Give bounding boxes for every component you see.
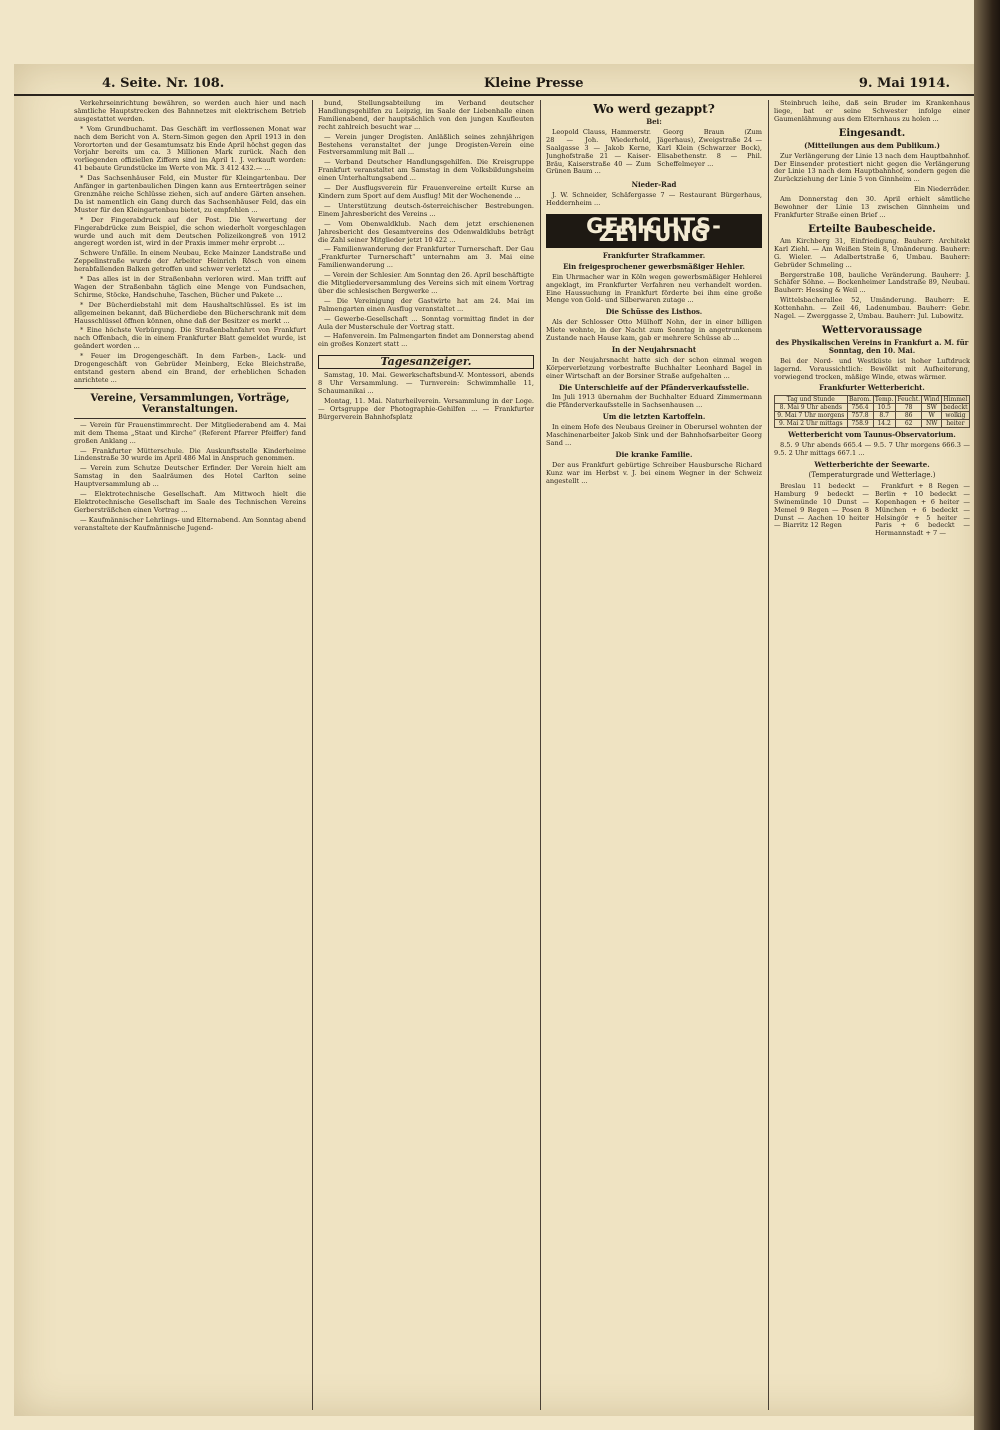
weather-table-cell: 8.7: [873, 412, 895, 420]
subheading: (Mitteilungen aus dem Publikum.): [804, 140, 940, 150]
weather-table-cell: 10.5: [873, 404, 895, 412]
eingesandt-heading: Eingesandt.: [838, 127, 906, 139]
gerichts-zeitung-banner: GERICHTS-ZEITUNG: [546, 214, 762, 248]
article-text: * Das Sachsenhäuser Feld, ein Muster für Kleingartenbau. Der Anfänger in gartenbaulichen Dingen kann aus Ernteerträgen seiner Grenznähe reiche Schlüsse ziehen, sich auf andere Gärten ansehen. Da ist namentlich ein Gang durch das Sachsenhäuser Feld, das ein Muster für den Kleingartenbau bietet, zu empfehlen ...: [74, 174, 306, 214]
article-title: Die Schüsse des Listhos.: [605, 307, 703, 317]
weather-table-row: [775, 404, 970, 412]
wo-werd-gezappt-heading: Wo werd gezappt?: [593, 102, 715, 116]
article-title: Wetterbericht vom Taunus-Observatorium.: [788, 430, 956, 440]
weather-table-cell: 78: [895, 404, 922, 412]
weather-table-header: Feucht.: [897, 396, 921, 404]
weather-table-row: [775, 420, 970, 428]
weather-table-cell: wolkig: [941, 412, 969, 420]
article-text: Am Kirchberg 31, Einfriedigung. Bauherr: Architekt Karl Ziehl. — Am Weißen Stein 8, Umänderung. Bauherr: G. Wieler. — Adalbertstraße 6, Umbau. Bauherr: Gebrüder Schmeling ...: [774, 236, 970, 269]
article-text: — Die Vereinigung der Gastwirte hat am 24. Mai im Palmengarten einen Ausflug veranstaltet ...: [318, 296, 534, 313]
article-text: * Vom Grundbuchamt. Das Geschäft im verflossenen Monat war nach dem Bericht von A. Stern-Simon gegen den April 1913 in den Vorortorten und der Gesamtumsatz bis Ende April höchst gegen das Vorjahr bereits um ca. 3 Millionen Mark zurück. Nach den vorliegenden offiziellen Ziffern sind im April 1. J. verkauft worden: 41 bebaute Grundstücke im Werte von Mk. 3 412 432.— ...: [74, 124, 306, 173]
signature: Ein Niederräder.: [913, 185, 970, 194]
weather-table-header: Barom.: [849, 396, 872, 404]
paper-name: Kleine Presse: [484, 76, 584, 91]
weather-table-header: Tag und Stunde: [775, 396, 848, 404]
column-rule: [312, 100, 313, 1410]
article-text: Bei der Nord- und Westküste ist hoher Luftdruck lagernd. Voraussichtlich: Bewölkt mit Aufheiterung, vorwiegend trocken, mäßige Winde, etwas wärmer.: [774, 356, 970, 381]
divider: [74, 418, 306, 419]
article-title: Um die letzten Kartoffeln.: [602, 412, 706, 422]
article-text: * Eine höchste Verbürgung. Die Straßenbahnfahrt von Frankfurt nach Offenbach, die in einem Frankfurter Blatt gemeldet wurde, ist geändert worden ...: [74, 326, 306, 351]
article-text: — Verband Deutscher Handlungsgehilfen. Die Kreisgruppe Frankfurt veranstaltet am Samstag in dem Volksbildungsheim einen Unterhaltungsabend ...: [318, 158, 534, 183]
weather-table-cell: 757.8: [847, 412, 873, 420]
weather-table-cell: NW: [922, 420, 941, 428]
wettervoraussage-heading: Wettervoraussage: [821, 324, 923, 336]
article-text: — Frankfurter Mütterschule. Die Auskunftsstelle Kinderheime Lindenstraße 30 wurde im April 486 Mal in Anspruch genommen.: [74, 446, 306, 463]
article-text: — Kaufmännischer Lehrlings- und Elternabend. Am Sonntag abend veranstaltete der Kaufmännische Jugend-: [74, 515, 306, 532]
article-text: Zur Verlängerung der Linie 13 nach dem Hauptbahnhof. Der Einsender protestiert nicht gegen die Verlängerung der Linie 13 nach dem Hauptbahnhof, sondern gegen die Zurückziehung der Linie 5 von Ginnheim ...: [774, 151, 970, 184]
column-3: [546, 100, 762, 1410]
article-text: — Vom Obenwaldklub. Nach dem jetzt erschienenen Jahresbericht des Gesamtvereins des Odenwaldklubs beträgt die Zahl seiner Mitglieder jetzt 10 422 ...: [318, 219, 534, 244]
newspaper-page: [14, 64, 980, 1416]
article-text: — Verein zum Schutze Deutscher Erfinder. Der Verein hielt am Samstag in den Saalräumen des Hotel Carlton seine Hauptversammlung ab ...: [74, 464, 306, 489]
article-text: Am Donnerstag den 30. April erhielt sämtliche Bewohner der Linie 13 zwischen Ginnheim und Frankfurter Straße einen Brief ...: [774, 195, 970, 219]
article-text: — Verein für Frauenstimmrecht. Der Mitgliederabend am 4. Mai mit dem Thema „Staat und Kirche“ (Referent Pfarrer Pfeiffer) fand großen Anklang ...: [74, 420, 306, 445]
divider: [74, 388, 306, 389]
seewarte-list: [774, 483, 970, 540]
article-text: Steinbruch leihe, daß sein Bruder im Krankenhaus liege, bat er seine Schwester infolge einer Gaumenlähmung aus dem Elternhaus zu holen ...: [774, 100, 970, 123]
weather-table: [774, 395, 970, 428]
weather-table-cell: 9. Mai 2 Uhr mittags: [775, 420, 848, 428]
article-title: Die kranke Familie.: [615, 449, 693, 459]
article-text: — Hafenverein. Im Palmengarten findet am Donnerstag abend ein großes Konzert statt ...: [318, 332, 534, 349]
column-2: [318, 100, 534, 1410]
article-title: Frankfurter Wetterbericht.: [819, 383, 925, 393]
pub-entries: J. W. Schneider, Schäfergasse 7 — Restaurant Bürgerhaus, Heddernheim ...: [546, 191, 762, 208]
weather-table-header: Himmel: [941, 396, 969, 404]
seewarte-entries: Frankfurt + 8 Regen — Berlin + 10 bedeckt — Kopenhagen + 6 heiter — München + 6 bedeckt — Helsingör + 5 heiter — Paris + 6 bedeckt — Hermannstadt + 7 —: [875, 481, 970, 538]
pub-entries: Georg Braun (Zum Jägerhaus), Zweigstraße 24 — Karl Klein (Schwarzer Bock), Elisabethenstr. 8 — Phil. Scheffelmeyer ...: [657, 127, 762, 168]
column-4: [774, 100, 970, 1410]
subheading: Frankfurter Strafkammer.: [602, 250, 706, 260]
article-title: Wetterberichte der Seewarte.: [814, 460, 930, 470]
subheading: Bei:: [646, 117, 662, 126]
weather-table-header: Temp.: [874, 396, 894, 404]
book-binding-edge: [974, 0, 1000, 1430]
article-text: Der aus Frankfurt gebürtige Schreiber Hausbursche Richard Kunz war im Herbst v. J. bei einem Wegner in der Schweiz angestellt ...: [546, 460, 762, 485]
column-rule: [540, 100, 541, 1410]
section-heading-vereine: Vereine, Versammlungen, Vorträge, Veranstaltungen.: [90, 392, 290, 415]
article-text: Ein Uhrmacher war in Köln wegen gewerbsmäßiger Hehlerei angeklagt, im Frankfurter Verfahren neu verhandelt worden. Eine Haussuchung in Frankfurt förderte bei ihm eine große Menge von Gold- und Silberwaren zutage ...: [546, 272, 762, 305]
subheading: des Physikalischen Vereins in Frankfurt a. M. für Sonntag, den 10. Mai.: [775, 337, 969, 355]
weather-table-cell: W: [922, 412, 941, 420]
article-text: — Elektrotechnische Gesellschaft. Am Mittwoch hielt die Elektrotechnische Gesellschaft im Saale des Technischen Vereins Gerbersträßchen einen Vortrag ...: [74, 490, 306, 514]
article-text: Im Juli 1913 übernahm der Buchhalter Eduard Zimmermann die Pfänderverkaufsstelle in Sachsenhausen ...: [546, 393, 762, 410]
pub-list: [546, 129, 762, 178]
article-text: bund, Stellungsabteilung im Verband deutscher Handlungsgehilfen zu Leipzig, im Saale der Liebenhalle einen Familienabend, der hauptsächlich von den jungen Kaufleuten recht zahlreich besucht war ...: [318, 100, 534, 131]
weather-table-cell: SW: [922, 404, 941, 412]
weather-table-cell: 9. Mai 7 Uhr morgens: [775, 412, 848, 420]
article-text: * Feuer im Drogengeschäft. In dem Farben-, Lack- und Drogengeschäft von Gebrüder Meinberg, Ecke Bleichstraße, entstand gestern abend ein Brand, der erheblichen Schaden anrichtete ...: [74, 352, 306, 384]
article-text: — Familienwanderung der Frankfurter Turnerschaft. Der Gau „Frankfurter Turnerschaft“ unternahm am 3. Mai eine Familienwanderung ...: [318, 245, 534, 270]
subheading: Nieder-Rad: [631, 180, 677, 190]
article-text: Montag, 11. Mai. Naturheilverein. Versammlung in der Loge. — Ortsgruppe der Photographie-Gehilfen ... — Frankfurter Bürgerverein Bahnhofsplatz: [318, 396, 534, 421]
seewarte-entries: Breslau 11 bedeckt — Hamburg 9 bedeckt — Swinemünde 10 Dunst — Memel 9 Regen — Posen 8 Dunst — Aachen 10 heiter — Biarritz 12 Regen: [774, 481, 869, 530]
article-text: — Verein junger Drogisten. Anläßlich seines zehnjährigen Bestehens veranstaltet der junge Drogisten-Verein eine Festversammlung mit Ball ...: [318, 132, 534, 157]
weather-table-cell: heiter: [941, 420, 969, 428]
tagesanzeiger-heading: Tagesanzeiger.: [318, 355, 534, 369]
baubescheide-heading: Erteilte Baubescheide.: [808, 223, 936, 235]
subheading: (Temperaturgrade und Wetterlage.): [808, 471, 936, 479]
weather-table-cell: 62: [895, 420, 922, 428]
article-text: * Der Fingerabdruck auf der Post. Die Verwertung der Fingerabdrücke zum Beispiel, die schon wiederholt vorgeschlagen wurde und auch mit dem Deutschen Polizeikongreß von 1912 angeregt worden ist, wird in der Praxis immer mehr erprobt ...: [74, 215, 306, 248]
column-1: [74, 100, 306, 1410]
article-text: — Der Ausflugsverein für Frauenvereine erteilt Kurse an Kindern zum Sport auf dem Ausflug! Mit der Wochenende ...: [318, 184, 534, 200]
weather-table-cell: 14.2: [873, 420, 895, 428]
article-title: In der Neujahrsnacht: [611, 344, 697, 354]
article-text: Wittelsbacherallee 52, Umänderung. Bauherr: E. Kottenhahn. — Zeil 46, Ladenumbau. Bauherr: Gebr. Nagel. — Zwerggasse 2, Umbau. Bauherr: Jul. Lubowitz.: [774, 296, 970, 321]
article-text: — Gewerbe-Gesellschaft ... Sonntag vormittag findet in der Aula der Musterschule der Vortrag statt.: [318, 314, 534, 331]
article-text: Bergerstraße 108, bauliche Veränderung. Bauherr: J. Schäfer Söhne. — Bockenheimer Landstraße 89, Neubau. Bauherr: Hessing & Weil ...: [774, 270, 970, 295]
pub-entries: Leopold Clauss, Hammerstr. 28 — Joh. Wiederhold, Saalgasse 3 — Jakob Kerne, Junghofstraße 21 — Kaiser-Bräu, Kaiserstraße 40 — Zum Grünen Baum ...: [546, 127, 651, 176]
weather-table-row: [775, 412, 970, 420]
article-text: * Der Bücherdiebstahl mit dem Haushaltschlüssel. Es ist im allgemeinen bekannt, daß Bücherdiebe den Bücherschrank mit dem Hausschlüssel öffnen können, ohne daß der Besitzer es merkt ...: [74, 300, 306, 325]
weather-table-header: Wind: [923, 396, 940, 404]
article-text: Schwere Unfälle. In einem Neubau, Ecke Mainzer Landstraße und Zeppelinstraße wurde der Arbeiter Heinrich Rösch von einem herabfallenden Balken getroffen und schwer verletzt ...: [74, 249, 306, 274]
article-text: — Verein der Schlesier. Am Sonntag den 26. April beschäftigte die Mitgliederversammlung des Vereins sich mit einem Vortrag über die schlesischen Bergwerke ...: [318, 271, 534, 295]
weather-table-cell: bedeckt: [943, 404, 968, 412]
page-label: 4. Seite. Nr. 108.: [102, 76, 225, 91]
article-title: Die Unterschleife auf der Pfänderverkaufsstelle.: [558, 382, 750, 392]
article-text: 8.5. 9 Uhr abends 665.4 — 9.5. 7 Uhr morgens 666.3 — 9.5. 2 Uhr mittags 667.1 ...: [774, 441, 970, 458]
article-text: — Unterstützung deutsch-österreichischer Bestrebungen. Einem Jahresbericht des Vereins ...: [318, 201, 534, 218]
column-rule: [768, 100, 769, 1410]
weather-table-cell: 8. Mai 9 Uhr abends: [775, 404, 848, 412]
weather-table-cell: 758.9: [847, 420, 873, 428]
weather-table-cell: 756.4: [847, 404, 873, 412]
article-text: * Das alles ist in der Straßenbahn verloren wird. Man trifft auf Wagen der Straßenbahn täglich eine Menge von Fundsachen, Schirme, Stöcke, Handschuhe, Taschen, Bücher und Pakete ...: [74, 275, 306, 299]
article-text: Samstag, 10. Mai. Gewerkschaftsbund-V. Montessori, abends 8 Uhr Versammlung. — Turnverein: Schwimmhalle 11, Schaumanikai ...: [318, 371, 534, 395]
article-title: Ein freigesprochener gewerbsmäßiger Hehler.: [563, 261, 745, 271]
article-text: In der Neujahrsnacht hatte sich der schon einmal wegen Körperverletzung vorbestrafte Buchhalter Leonhard Bagel in einer Wirtschaft an der Borsiner Straße aufgehalten ...: [546, 355, 762, 380]
article-text: Als der Schlosser Otto Mülhoff Nohn, der in einer billigen Miete wohnte, in der Nacht zum Sonntag in angetrunkenem Zustande nach Hause kam, gab er mehrere Schüsse ab ...: [546, 318, 762, 343]
page-header: [14, 72, 980, 96]
article-text: In einem Hofe des Neubaus Greiner in Oberursel wohnten der Maschinenarbeiter Jakob Sink und der Bahnhofsarbeiter Georg Sand ...: [546, 423, 762, 447]
issue-date: 9. Mai 1914.: [858, 76, 950, 91]
weather-table-cell: 86: [895, 412, 922, 420]
article-text: Verkehrseinrichtung bewähren, so werden auch hier und nach sämtliche Hauptstrecken des Bahnnetzes mit elektrischem Betrieb ausgestattet werden.: [74, 100, 306, 123]
